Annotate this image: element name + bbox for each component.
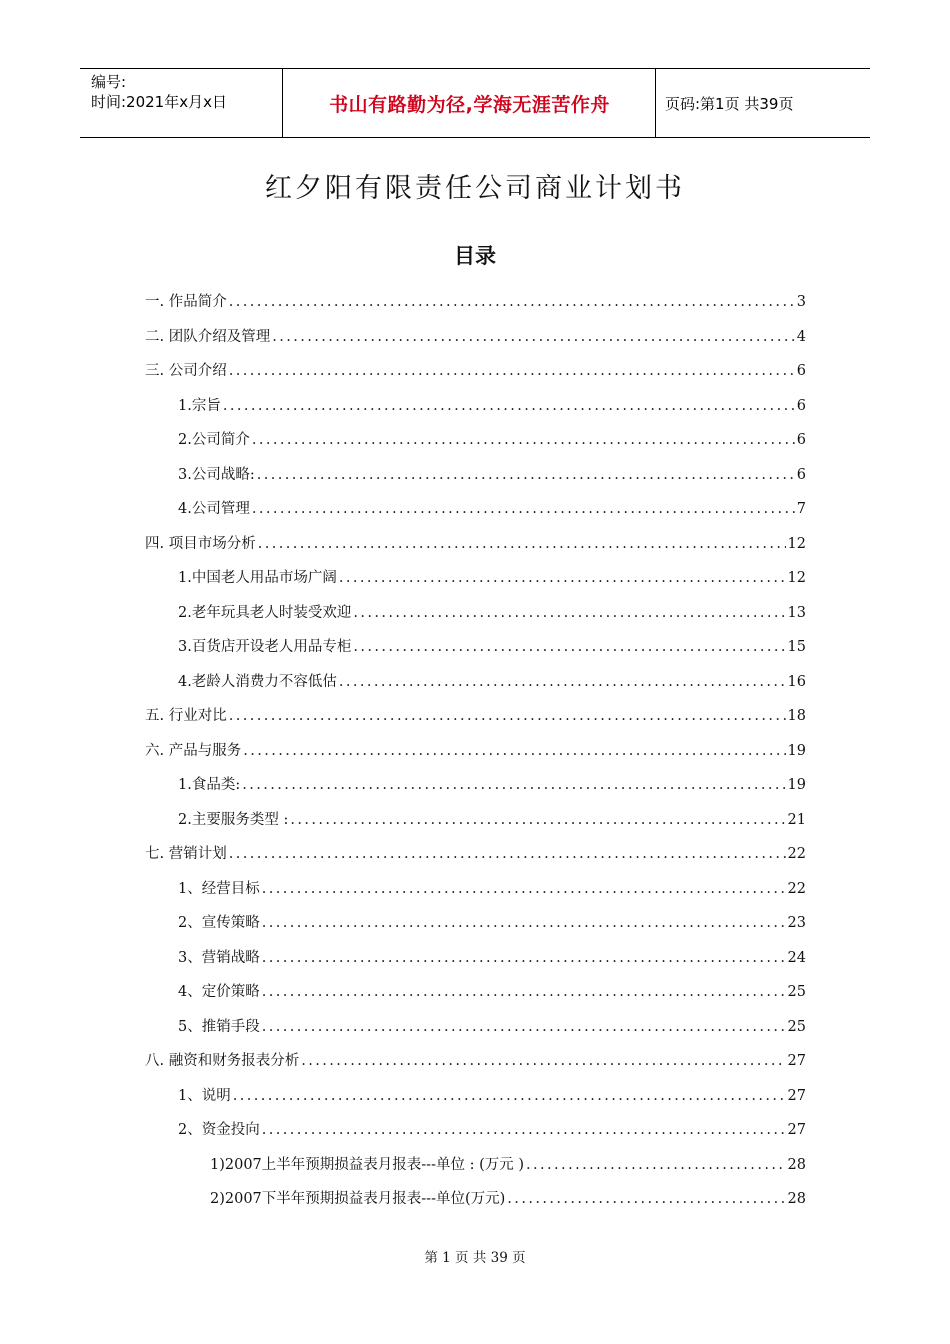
- toc-entry-label: 2.老年玩具老人时装受欢迎: [178, 604, 352, 621]
- toc-entry[interactable]: [178, 428, 806, 452]
- toc-leader-dots: [229, 708, 786, 724]
- toc-entry-page: 12: [787, 535, 806, 552]
- toc-leader-dots: [262, 950, 786, 966]
- toc-entry[interactable]: [178, 497, 806, 521]
- page-footer: 第 1 页 共 39 页: [424, 1250, 526, 1266]
- toc-entry-page: 22: [787, 846, 806, 862]
- toc-entry-label: 2.公司简介: [178, 432, 250, 448]
- toc-leader-dots: [353, 639, 785, 655]
- toc-leader-dots: [290, 812, 785, 828]
- header-meta: [91, 72, 227, 112]
- toc-leader-dots: [258, 536, 786, 552]
- toc-entry[interactable]: [145, 359, 806, 383]
- toc-entry-page: 16: [787, 673, 806, 690]
- toc-entry-page: 27: [787, 1122, 806, 1138]
- toc-entry[interactable]: [178, 773, 806, 797]
- toc-entry[interactable]: [145, 739, 806, 763]
- page-header: [80, 68, 870, 138]
- toc-leader-dots: [272, 329, 795, 345]
- toc-entry-label: 二. 团队介绍及管理: [145, 328, 271, 345]
- toc-leader-dots: [339, 570, 786, 586]
- toc-entry[interactable]: [145, 704, 806, 728]
- toc-entry-page: 22: [787, 880, 806, 897]
- toc-leader-dots: [243, 743, 785, 759]
- toc-entry[interactable]: [178, 946, 806, 970]
- toc-entry-page: 24: [787, 949, 806, 966]
- toc-entry-label: 4.公司管理: [178, 501, 250, 517]
- toc-leader-dots: [252, 432, 795, 448]
- toc-entry[interactable]: [178, 911, 806, 935]
- toc-entry-label: 六. 产品与服务: [145, 742, 242, 759]
- toc-entry-page: 27: [787, 1053, 806, 1069]
- toc-entry-page: 3: [796, 294, 806, 310]
- toc-leader-dots: [262, 984, 786, 1000]
- toc-entry-page: 12: [787, 570, 806, 586]
- toc-leader-dots: [301, 1053, 785, 1069]
- toc-entry-label: 3、营销战略: [178, 949, 260, 966]
- toc-entry-label: 4、定价策略: [178, 984, 260, 1000]
- toc-entry-page: 6: [796, 363, 806, 379]
- toc-leader-dots: [262, 915, 786, 931]
- toc-entry-page: 28: [787, 1156, 806, 1173]
- toc-entry-label: 七. 营销计划: [145, 846, 227, 862]
- toc-entry-page: 6: [796, 466, 806, 483]
- toc-entry-label: 1、经营目标: [178, 880, 260, 897]
- toc-entry-label: 4.老龄人消费力不容低估: [178, 673, 337, 690]
- toc-leader-dots: [262, 1122, 786, 1138]
- toc-entry-page: 27: [787, 1087, 806, 1104]
- toc-entry-label: 1.宗旨: [178, 397, 221, 414]
- toc-entry-label: 八. 融资和财务报表分析: [145, 1053, 300, 1069]
- toc-entry[interactable]: [178, 1015, 806, 1039]
- toc-entry[interactable]: [178, 1118, 806, 1142]
- toc-entry[interactable]: [145, 1049, 806, 1073]
- toc-entry[interactable]: [145, 325, 806, 349]
- header-motto: 书山有路勤为径,学海无涯苦作舟: [329, 93, 610, 116]
- toc-entry-label: 1、说明: [178, 1087, 231, 1104]
- toc-entry-page: 28: [787, 1191, 806, 1207]
- toc-leader-dots: [526, 1157, 786, 1173]
- toc-entry-label: 四. 项目市场分析: [145, 535, 256, 552]
- toc-leader-dots: [507, 1191, 785, 1207]
- toc-leader-dots: [353, 605, 785, 621]
- toc-entry[interactable]: [178, 670, 806, 694]
- toc-entry-label: 1.中国老人用品市场广阔: [178, 570, 337, 586]
- toc-entry-label: 一. 作品简介: [145, 294, 227, 310]
- toc-entry[interactable]: [178, 635, 806, 659]
- toc-entry[interactable]: [145, 842, 806, 866]
- toc-entry-page: 6: [796, 397, 806, 414]
- toc-entry-page: 4: [796, 328, 806, 345]
- toc-leader-dots: [262, 1019, 786, 1035]
- toc-leader-dots: [339, 674, 786, 690]
- toc-entry-label: 2.主要服务类型 :: [178, 811, 289, 828]
- toc-entry[interactable]: [178, 980, 806, 1004]
- toc-entry[interactable]: [210, 1187, 806, 1211]
- toc-entry-page: 18: [787, 708, 806, 724]
- toc-leader-dots: [242, 777, 785, 793]
- toc-entry-page: 7: [796, 501, 806, 517]
- toc-leader-dots: [233, 1088, 786, 1104]
- toc-entry-label: 1)2007上半年预期损益表月报表---单位 : (万元 ): [210, 1156, 525, 1173]
- toc-entry-label: 2)2007下半年预期损益表月报表---单位(万元): [210, 1191, 506, 1207]
- toc-entry-page: 23: [787, 915, 806, 931]
- toc-entry-label: 3.公司战略:: [178, 466, 255, 483]
- toc-leader-dots: [252, 501, 795, 517]
- toc-leader-dots: [229, 294, 795, 310]
- header-page-info: 页码:第1页 共39页: [665, 94, 794, 113]
- toc-entry[interactable]: [178, 463, 806, 487]
- toc-leader-dots: [257, 467, 795, 483]
- toc-entry-page: 6: [796, 432, 806, 448]
- toc-entry-label: 2、资金投向: [178, 1122, 260, 1138]
- document-date: 时间:2021年x月x日: [91, 93, 227, 111]
- toc-entry-page: 25: [787, 1018, 806, 1035]
- toc-entry-page: 19: [787, 777, 806, 793]
- toc-entry[interactable]: [178, 601, 806, 625]
- toc-entry[interactable]: [145, 532, 806, 556]
- toc-entry-page: 13: [787, 604, 806, 621]
- document-title: 红夕阳有限责任公司商业计划书: [265, 173, 685, 204]
- toc-entry[interactable]: [178, 566, 806, 590]
- toc-entry-page: 19: [787, 742, 806, 759]
- toc-leader-dots: [262, 881, 786, 897]
- toc-entry-page: 21: [787, 811, 806, 828]
- toc-entry-label: 5、推销手段: [178, 1018, 260, 1035]
- toc-leader-dots: [223, 398, 795, 414]
- toc-leader-dots: [229, 363, 795, 379]
- toc-entry-label: 1.食品类:: [178, 777, 241, 793]
- toc-entry[interactable]: [178, 877, 806, 901]
- toc-entry[interactable]: [178, 808, 806, 832]
- header-divider-right: [655, 69, 656, 137]
- toc-entry-label: 三. 公司介绍: [145, 363, 227, 379]
- toc-entry-label: 3.百货店开设老人用品专柜: [178, 639, 352, 655]
- toc-entry[interactable]: [178, 1084, 806, 1108]
- toc-entry-label: 五. 行业对比: [145, 708, 227, 724]
- toc-entry[interactable]: [145, 290, 806, 314]
- toc-entry-label: 2、宣传策略: [178, 915, 260, 931]
- toc-leader-dots: [229, 846, 786, 862]
- toc-entry[interactable]: [178, 394, 806, 418]
- toc-entry-page: 25: [787, 984, 806, 1000]
- document-number-label: 编号:: [91, 73, 127, 91]
- toc-title: 目录: [454, 244, 496, 268]
- toc-entry[interactable]: [210, 1153, 806, 1177]
- toc-entry-page: 15: [787, 639, 806, 655]
